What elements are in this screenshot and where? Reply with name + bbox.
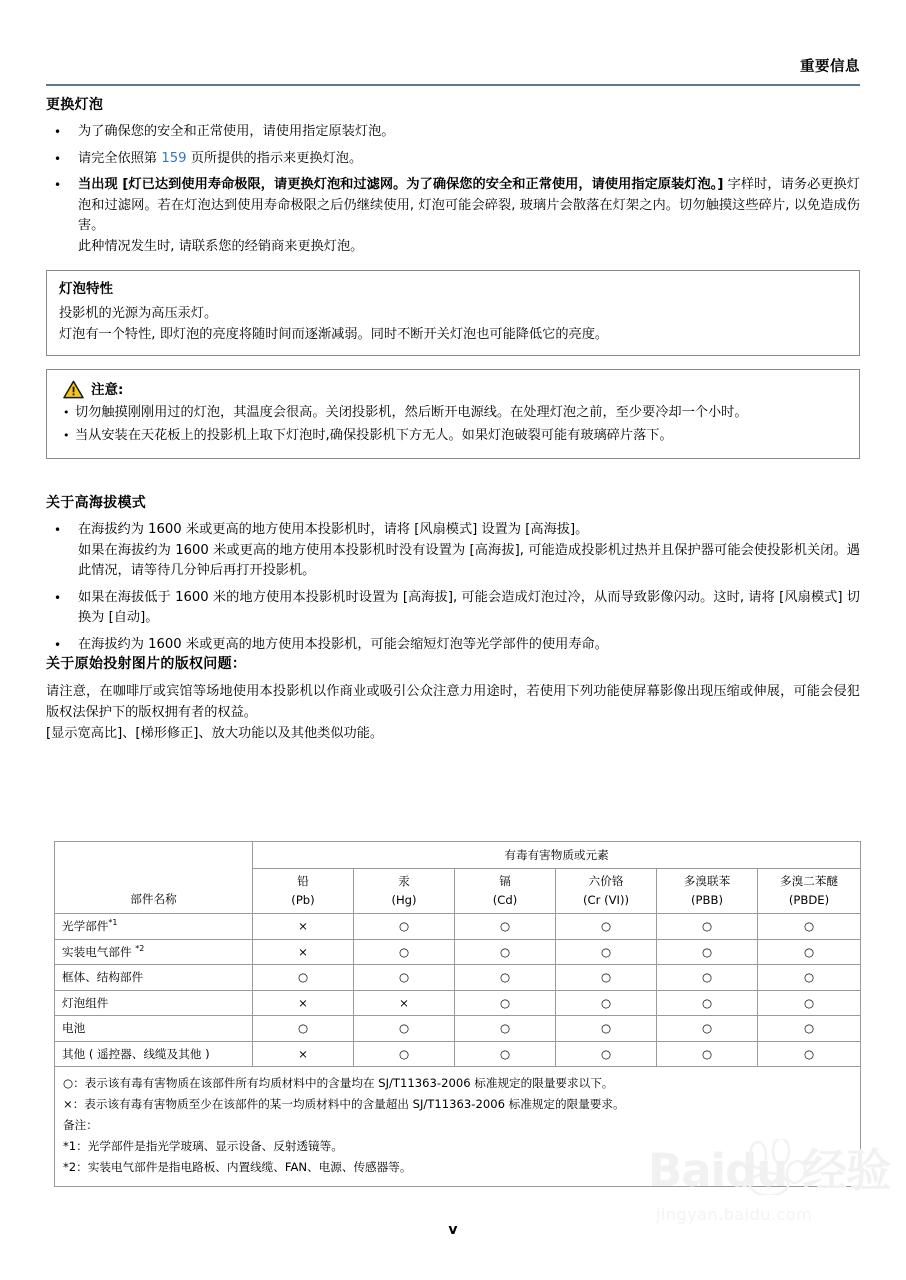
cell-value: ○ (556, 1041, 657, 1067)
list-item: • 当从安装在天花板上的投影机上取下灯泡时,确保投影机下方无人。如果灯泡破裂可能有玻璃碎片落下。 (61, 426, 845, 447)
high-altitude-section (46, 494, 860, 661)
caution-header (63, 380, 845, 399)
cell-value: ○ (556, 1016, 657, 1042)
row-footnote-marker: *1 (108, 918, 118, 928)
header-title: 重要信息 (800, 59, 860, 75)
table-row (55, 1067, 861, 1187)
table-row (55, 965, 861, 991)
bullet-text: • 在海拔约为 1600 米或更高的地方使用本投影机，可能会缩短灯泡等光学部件的使用寿命。 (78, 636, 608, 652)
page-number: v (448, 1222, 458, 1238)
bullet-text-suffix: 页所提供的指示来更换灯泡。 (186, 150, 363, 166)
watermark-url-text: jingyan.baidu.com (656, 1205, 813, 1224)
bullet-extra-line: 此种情况发生时, 请联系您的经销商来更换灯泡。 (78, 238, 364, 254)
lamp-bullet-list (46, 122, 860, 257)
column-label-sym: (PBDE) (788, 893, 830, 907)
table-header-pbb (657, 869, 758, 914)
row-label-text: 实装电气部件 (62, 944, 136, 959)
table-note: *2：实装电气部件是指电路板、内置线缆、FAN、电源、传感器等。 (63, 1160, 412, 1174)
hazardous-substances-table (54, 841, 861, 1187)
table-note: ○：表示该有毒有害物质在该部件所有均质材料中的含量均在 SJ/T11363-2006 标准规定的限量要求以下。 (63, 1076, 614, 1090)
cell-value: ○ (657, 965, 758, 991)
row-label (55, 939, 253, 965)
row-label-text: 电池 (62, 1021, 86, 1036)
cell-value: ○ (657, 990, 758, 1016)
cell-value: × (354, 990, 455, 1016)
bullet-bold-text: 当出现 [灯已达到使用寿命极限，请更换灯泡和过滤网。为了确保您的安全和正常使用，请使用指定原装灯泡。] (78, 177, 724, 192)
table-row (55, 939, 861, 965)
table-note: 备注： (63, 1118, 98, 1132)
column-label-cn: 镉 (499, 874, 511, 888)
page-header (46, 58, 860, 92)
lamp-replacement-section (46, 96, 860, 263)
cell-value: ○ (758, 1041, 861, 1067)
table-header-cd (455, 869, 556, 914)
cell-value: ○ (657, 1016, 758, 1042)
lamp-characteristic-box (46, 270, 860, 356)
table-body (55, 914, 861, 1187)
page-reference-link[interactable]: 159 (161, 150, 187, 166)
bullet-text: • 在海拔约为 1600 米或更高的地方使用本投影机时，请将 [风扇模式] 设置为 [高海拔]。 (78, 522, 589, 537)
altitude-section-title: 关于高海拔模式 (46, 495, 147, 511)
cell-value: ○ (556, 965, 657, 991)
column-label-sym: (Pb) (291, 893, 315, 907)
row-label (55, 990, 253, 1016)
cell-value: ○ (354, 1041, 455, 1067)
cell-value: ○ (758, 939, 861, 965)
row-label (55, 914, 253, 940)
hazardous-substances-table-wrapper (54, 841, 860, 1187)
cell-value: × (253, 939, 354, 965)
cell-value: ○ (455, 965, 556, 991)
bullet-text: • 为了确保您的安全和正常使用，请使用指定原装灯泡。 (78, 124, 395, 139)
cell-value: ○ (354, 965, 455, 991)
cell-value: ○ (455, 939, 556, 965)
cell-value: ○ (556, 990, 657, 1016)
copyright-paragraph-2: [显示宽高比]、[梯形修正]、放大功能以及其他类似功能。 (46, 726, 384, 741)
cell-value: ○ (354, 939, 455, 965)
cell-value: ○ (455, 914, 556, 940)
cell-value: ○ (455, 1041, 556, 1067)
cell-value: ○ (758, 914, 861, 940)
cell-value: × (253, 990, 354, 1016)
watermark-logo-text: Baidu 经验 (648, 1144, 891, 1197)
column-label-cn: 多溴联苯 (683, 874, 731, 888)
cell-value: ○ (354, 1016, 455, 1042)
altitude-bullet-list (46, 520, 860, 655)
lamp-characteristic-title: 灯泡特性 (59, 281, 113, 297)
copyright-section (46, 655, 860, 744)
cell-value: ○ (657, 1041, 758, 1067)
table-row (55, 1016, 861, 1042)
list-item (46, 635, 860, 656)
column-label-sym: (PBB) (691, 893, 723, 907)
row-label-text: 框体、结构部件 (62, 970, 144, 985)
table-header-group: 有毒有害物质或元素 (253, 842, 861, 869)
column-label-sym: (Cr (VI)) (583, 893, 629, 907)
cell-value: ○ (455, 990, 556, 1016)
copyright-paragraph-1: 请注意，在咖啡厅或宾馆等场地使用本投影机以作商业或吸引公众注意力用途时，若使用下列功能使屏幕影像出现压缩或伸展，可能会侵犯版权法保护下的版权拥有者的权益。 (46, 684, 860, 720)
row-footnote-marker: *2 (135, 943, 145, 953)
cell-value: × (253, 914, 354, 940)
header-rule (46, 84, 860, 86)
table-note: *1：光学部件是指光学玻璃、显示设备、反射透镜等。 (63, 1139, 343, 1153)
row-label (55, 1041, 253, 1067)
cell-value: ○ (657, 939, 758, 965)
column-label-sym: (Cd) (492, 893, 518, 907)
table-header-pb (253, 869, 354, 914)
lamp-characteristic-line-1: 投影机的光源为高压汞灯。 (59, 306, 218, 321)
row-label (55, 1016, 253, 1042)
column-label-cn: 汞 (398, 874, 410, 888)
column-label-sym: (Hg) (391, 893, 417, 907)
column-label-cn: 六价铬 (588, 874, 624, 888)
column-label-cn: 多溴二苯醚 (780, 874, 839, 888)
list-item (46, 149, 860, 170)
caution-label: 注意: (91, 381, 124, 398)
bullet-rest-text: 字样时，请务必更换灯泡和过滤网。若在灯泡达到使用寿命极限之后仍继续使用, 灯泡可能会碎裂, 玻璃片会散落在灯架之内。切勿触摸这些碎片, 以免造成伤害。 (78, 177, 860, 233)
cell-value: ○ (758, 990, 861, 1016)
cell-value: ○ (758, 965, 861, 991)
cell-value: ○ (253, 1016, 354, 1042)
table-header-pbde (758, 869, 861, 914)
row-label-text: 光学部件 (62, 919, 109, 934)
list-item (46, 588, 860, 629)
table-row (55, 990, 861, 1016)
cell-value: ○ (657, 914, 758, 940)
caution-box (46, 369, 860, 459)
list-item (46, 175, 860, 257)
lamp-section-title: 更换灯泡 (46, 97, 104, 113)
row-label-text: 灯泡组件 (62, 995, 109, 1010)
caution-item-list (61, 403, 845, 446)
table-notes-cell (55, 1067, 861, 1187)
bullet-subtext: 如果在海拔约为 1600 米或更高的地方使用本投影机时没有设置为 [高海拔], 可能造成投影机过热并且保护器可能会使投影机关闭。遇此情况，请等待几分钟后再打开投影机。 (78, 542, 860, 578)
list-item (46, 520, 860, 582)
cell-value: ○ (455, 1016, 556, 1042)
copyright-section-title: 关于原始投射图片的版权问题： (46, 656, 247, 672)
cell-value: ○ (354, 914, 455, 940)
bullet-text-prefix: 请完全依照第 (78, 150, 162, 166)
cell-value: × (253, 1041, 354, 1067)
table-row (55, 842, 861, 869)
table-header-crvi (556, 869, 657, 914)
column-label-cn: 铅 (297, 874, 309, 888)
table-row (55, 1041, 861, 1067)
cell-value: ○ (556, 939, 657, 965)
cell-value: ○ (253, 965, 354, 991)
warning-triangle-icon (63, 380, 84, 399)
table-header-hg (354, 869, 455, 914)
table-head (55, 842, 861, 914)
row-label-text: 其他 ( 遥控器、线缆及其他 ) (62, 1046, 210, 1061)
table-row (55, 914, 861, 940)
lamp-characteristic-line-2: 灯泡有一个特性, 即灯泡的亮度将随时间而逐渐减弱。同时不断开关灯泡也可能降低它的亮度。 (59, 327, 609, 342)
cell-value: ○ (556, 914, 657, 940)
row-label (55, 965, 253, 991)
list-item (46, 122, 860, 143)
bullet-text: • 如果在海拔低于 1600 米的地方使用本投影机时设置为 [高海拔], 可能会造成灯泡过冷，从而导致影像闪动。这时, 请将 [风扇模式] 切换为 [自动]。 (78, 589, 860, 625)
table-note: ×：表示该有毒有害物质至少在该部件的某一均质材料中的含量超出 SJ/T11363-2006 标准规定的限量要求。 (63, 1097, 625, 1111)
cell-value: ○ (758, 1016, 861, 1042)
list-item: • 切勿触摸刚刚用过的灯泡，其温度会很高。关闭投影机，然后断开电源线。在处理灯泡之前，至少要冷却一个小时。 (61, 403, 845, 424)
table-header-part-name: 部件名称 (55, 842, 253, 914)
